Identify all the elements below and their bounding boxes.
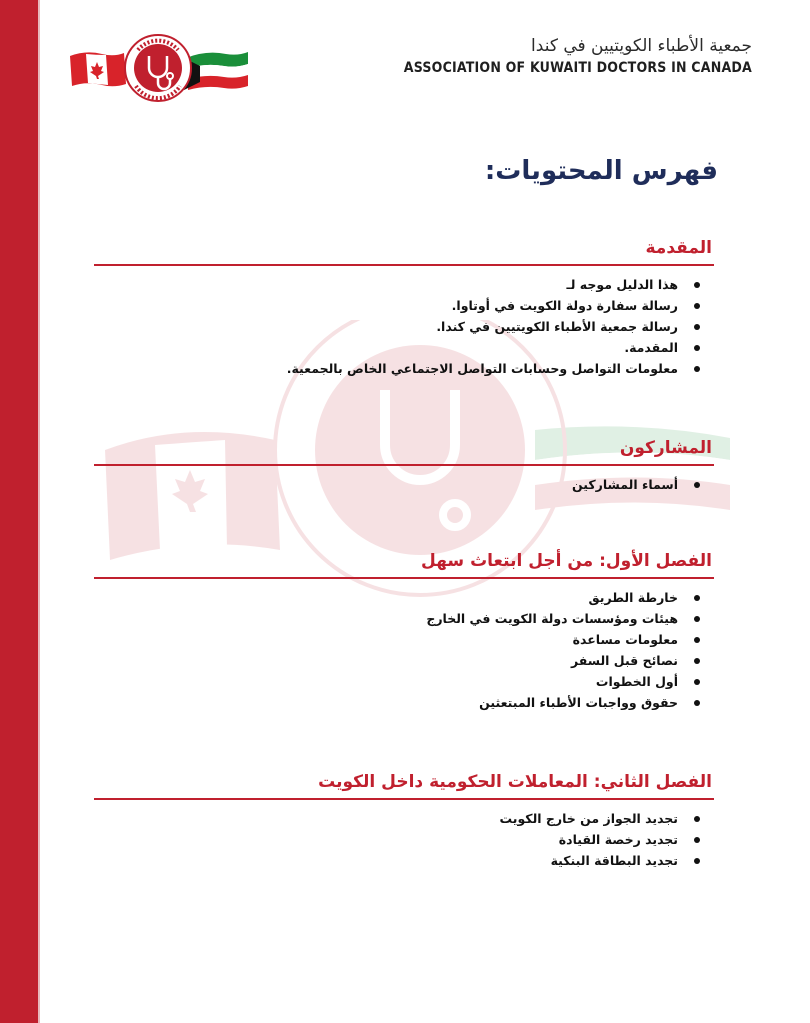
toc-title: فهرس المحتويات: [484,156,718,186]
list-item: أول الخطوات [94,671,704,692]
list-item: تجديد رخصة القيادة [94,829,704,850]
left-accent-edge [38,0,40,1023]
bullet-icon [694,658,700,664]
bullet-icon [694,345,700,351]
list-item: معلومات التواصل وحسابات التواصل الاجتماعي الخاص بالجمعية. [94,358,704,379]
section-item-list [94,274,714,379]
section-divider [94,798,714,800]
bullet-icon [694,858,700,864]
list-item: نصائح قبل السفر [94,650,704,671]
canada-flag-icon [70,52,126,86]
list-item: حقوق وواجبات الأطباء المبتعثين [94,692,704,713]
bullet-icon [694,700,700,706]
section-divider [94,577,714,579]
list-item: رسالة سفارة دولة الكويت في أوتاوا. [94,295,704,316]
bullet-icon [694,837,700,843]
bullet-icon [694,303,700,309]
section-divider [94,264,714,266]
bullet-icon [694,616,700,622]
association-logo [66,20,250,102]
section-heading: الفصل الثاني: المعاملات الحكومية داخل الكويت [318,772,712,792]
section-item-list [94,474,714,495]
list-item: رسالة جمعية الأطباء الكويتيين في كندا. [94,316,704,337]
toc-section-participants [94,438,714,495]
section-heading: المشاركون [619,438,712,458]
bullet-icon [694,637,700,643]
section-heading: الفصل الأول: من أجل ابتعاث سهل [421,551,712,571]
list-item: هيئات ومؤسسات دولة الكويت في الخارج [94,608,704,629]
section-item-list [94,587,714,713]
section-heading: المقدمة [645,238,712,258]
bullet-icon [694,282,700,288]
toc-section-introduction [94,238,714,379]
bullet-icon [694,324,700,330]
left-accent-bar [0,0,38,1023]
list-item: تجديد الجواز من خارج الكويت [94,808,704,829]
bullet-icon [694,679,700,685]
toc-section-chapter-two [94,772,714,871]
list-item: أسماء المشاركين [94,474,704,495]
section-item-list [94,808,714,871]
bullet-icon [694,366,700,372]
list-item: خارطة الطريق [94,587,704,608]
org-name-arabic: جمعية الأطباء الكويتيين في كندا [531,36,752,56]
seal-icon [125,35,191,101]
bullet-icon [694,595,700,601]
list-item: تجديد البطاقة البنكية [94,850,704,871]
list-item: المقدمة. [94,337,704,358]
list-item: معلومات مساعدة [94,629,704,650]
org-name-english: ASSOCIATION OF KUWAITI DOCTORS IN CANADA [403,60,752,76]
kuwait-flag-icon [184,52,248,90]
section-divider [94,464,714,466]
bullet-icon [694,482,700,488]
toc-section-chapter-one [94,551,714,713]
bullet-icon [694,816,700,822]
list-item: هذا الدليل موجه لـ [94,274,704,295]
